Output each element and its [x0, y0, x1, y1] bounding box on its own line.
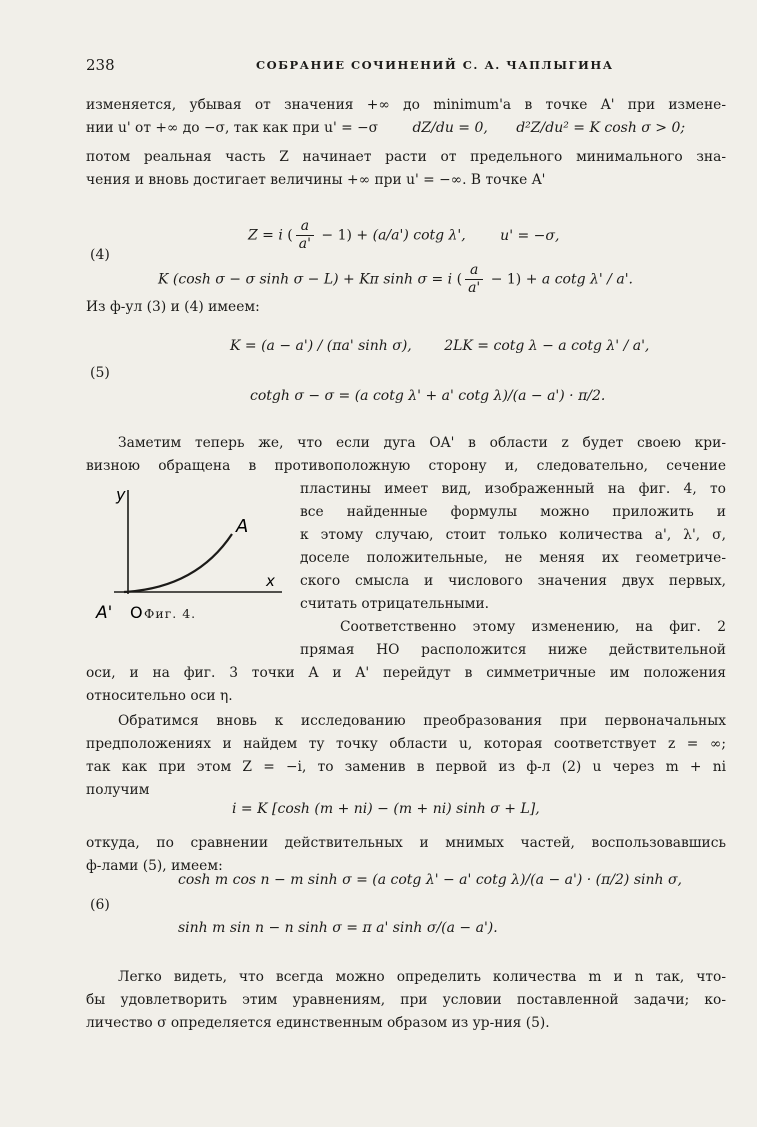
- text-line: предположениях и найдем ту точку области u, которая соответствует z = ∞;: [86, 736, 726, 752]
- paragraph-2-tail: [86, 662, 726, 708]
- text-line: ф-лами (5), имеем:: [86, 858, 223, 874]
- text-line: откуда, по сравнении действительных и мнимых частей, воспользовавшись: [86, 835, 726, 851]
- text-line: прямая HO расположится ниже действительной: [300, 642, 726, 658]
- paragraph-5: [86, 966, 726, 1035]
- running-title: СОБРАНИЕ СОЧИНЕНИЙ С. А. ЧАПЛЫГИНА: [256, 58, 614, 72]
- curve-label: A: [236, 516, 249, 537]
- text-line: Соответственно этому изменению, на фиг. 2: [340, 619, 726, 635]
- equation-6-line-2: sinh m sin n − n sinh σ = π a' sinh σ/(a − a').: [178, 920, 498, 936]
- text-line: относительно оси η.: [86, 688, 233, 704]
- text-line: нии u' от +∞ до −σ, так как при u' = −σ dZ/du = 0, d²Z/du² = K cosh σ > 0;: [86, 120, 686, 136]
- text-line: визною обращена в противоположную сторону и, следовательно, сечение: [86, 458, 726, 474]
- point-label: A': [96, 603, 113, 623]
- x-axis-label: x: [266, 572, 275, 590]
- paragraph-2-head: [86, 432, 726, 478]
- text-line: личество σ определяется единственным образом из ур-ния (5).: [86, 1015, 550, 1031]
- equation-4-line-2: K (cosh σ − σ sinh σ − L) + Kπ sinh σ = i ( $\frac{a}{a'}$ − 1) + a cotg λ' / a'.: [158, 262, 633, 296]
- equation-4-line-1: Z = i ( $\frac{a}{a'}$ − 1) + (a/a') cotg λ', u' = −σ,: [248, 218, 560, 252]
- text-line: получим: [86, 782, 150, 798]
- text-line: Обратимся вновь к исследованию преобразования при первоначальных: [118, 713, 726, 729]
- figure-caption: Фиг. 4.: [144, 606, 197, 621]
- equation-5-line-2: cotgh σ − σ = (a cotg λ' + a' cotg λ)/(a − a') · π/2.: [250, 388, 606, 404]
- paragraph-1: [86, 94, 726, 192]
- text-line: доселе положительные, не меняя их геометриче-: [300, 550, 726, 566]
- text-line: так как при этом Z = −i, то заменив в первой из ф-л (2) u через m + ni: [86, 759, 726, 775]
- equation-label-4: (4): [90, 247, 110, 263]
- page-header: [86, 56, 726, 76]
- page-number: 238: [86, 56, 115, 74]
- from-formulas-line: Из ф-ул (3) и (4) имеем:: [86, 299, 260, 315]
- y-axis-label: y: [116, 485, 126, 504]
- text-line: к этому случаю, стоит только количества a', λ', σ,: [300, 527, 726, 543]
- text-line: потом реальная часть Z начинает расти от предельного минимального зна-: [86, 149, 726, 165]
- paragraph-3: [86, 710, 726, 802]
- equation-middle: i = K [cosh (m + ni) − (m + ni) sinh σ + L],: [232, 801, 540, 817]
- equation-6-line-1: cosh m cos n − m sinh σ = (a cotg λ' − a' cotg λ)/(a − a') · (π/2) sinh σ,: [178, 872, 682, 888]
- equation-5-line-1: K = (a − a') / (πa' sinh σ), 2LK = cotg λ − a cotg λ' / a',: [230, 338, 650, 354]
- text-line: все найденные формулы можно приложить и: [300, 504, 726, 520]
- text-line: оси, и на фиг. 3 точки A и A' перейдут в симметричные им положения: [86, 665, 726, 681]
- equation-label-5: (5): [90, 365, 110, 381]
- text-line: Легко видеть, что всегда можно определить количества m и n так, что-: [118, 969, 726, 985]
- text-line: изменяется, убывая от значения +∞ до minimum'a в точке A' при измене-: [86, 97, 726, 113]
- equation-label-6: (6): [90, 897, 110, 913]
- text-line: пластины имеет вид, изображенный на фиг. 4, то: [300, 481, 726, 497]
- text-line: ского смысла и числового значения двух первых,: [300, 573, 726, 589]
- condition-first-derivative: dZ/du = 0,: [412, 120, 488, 136]
- text-line: Заметим теперь же, что если дуга OA' в области z будет своею кри-: [118, 435, 726, 451]
- origin-label: O: [130, 603, 143, 622]
- curve-oa: [124, 534, 232, 592]
- text-line: считать отрицательными.: [300, 596, 490, 612]
- condition-second-derivative: d²Z/du² = K cosh σ > 0;: [516, 120, 686, 136]
- text-line: бы удовлетворить этим уравнениям, при условии поставленной задачи; ко-: [86, 992, 726, 1008]
- paragraph-2-wrap: [300, 478, 726, 662]
- text-line: чения и вновь достигает величины +∞ при u' = −∞. В точке A': [86, 172, 546, 188]
